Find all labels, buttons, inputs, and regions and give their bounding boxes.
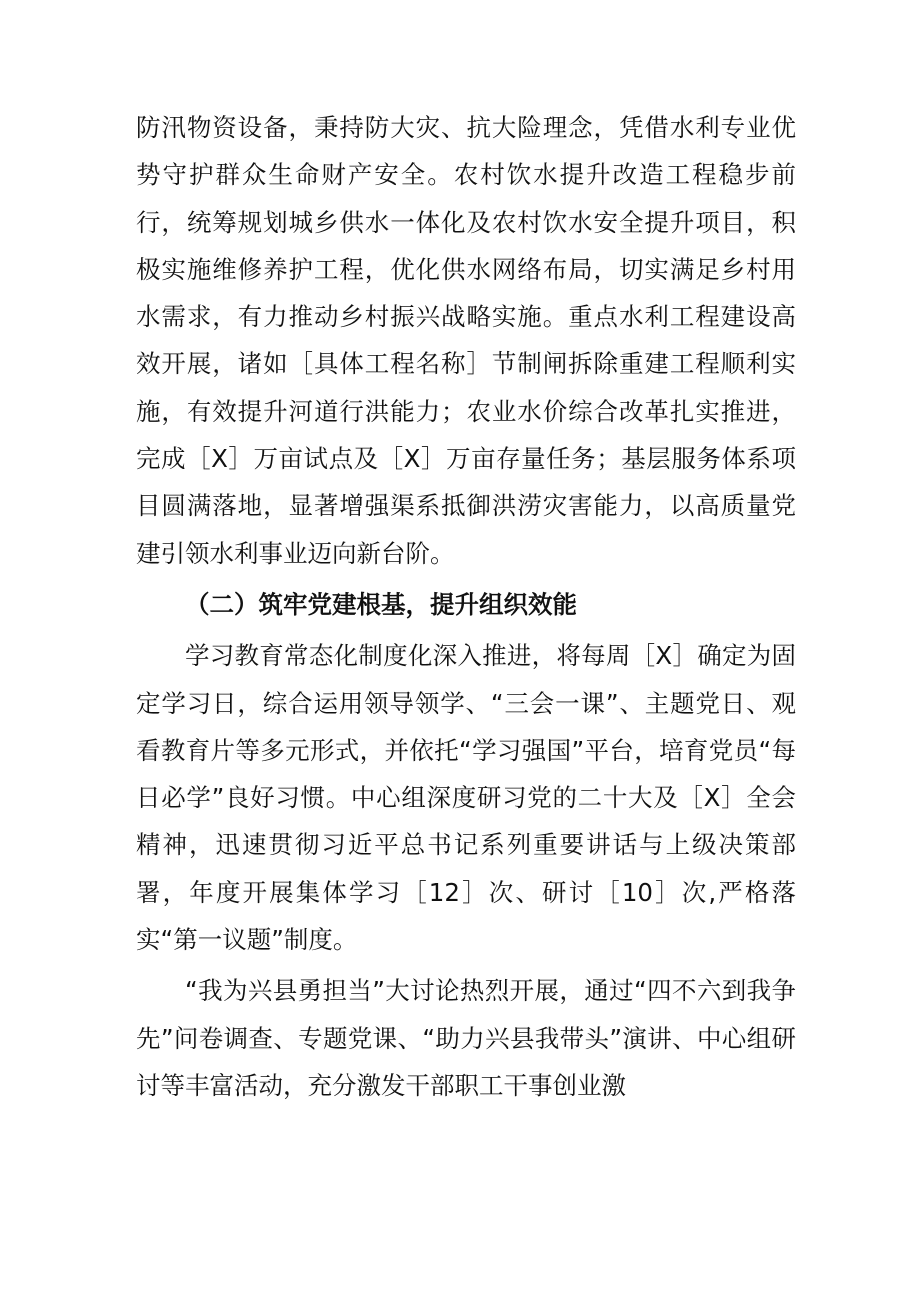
document-body bbox=[136, 104, 796, 1109]
paragraph-study-education: 学习教育常态化制度化深入推进，将每周［X］确定为固定学习日，综合运用领导领学、“三会一课”、主题党日、观看教育片等多元形式，并依托“学习强国”平台，培育党员“每日必学”良好习惯。中心组深度研习党的二十大及［X］全会精神，迅速贯彻习近平总书记系列重要讲话与上级决策部署，年度开展集体学习［12］次、研讨［10］次,严格落实“第一议题”制度。 bbox=[136, 641, 796, 955]
paragraph-flood-and-water-projects: 防汛物资设备，秉持防大灾、抗大险理念，凭借水利专业优势守护群众生命财产安全。农村饮水提升改造工程稳步前行，统筹规划城乡供水一体化及农村饮水安全提升项目，积极实施维修养护工程，优化供水网络布局，切实满足乡村用水需求，有力推动乡村振兴战略实施。重点水利工程建设高效开展，诸如［具体工程名称］节制闸拆除重建工程顺利实施，有效提升河道行洪能力；农业水价综合改革扎实推进，完成［X］万亩试点及［X］万亩存量任务；基层服务体系项目圆满落地，显著增强渠系抵御洪涝灾害能力，以高质量党建引领水利事业迈向新台阶。 bbox=[136, 113, 796, 568]
section-heading-party-building: （二）筑牢党建根基，提升组织效能 bbox=[185, 589, 577, 619]
paragraph-discussion-activity: “我为兴县勇担当”大讨论热烈开展，通过“四不六到我争先”问卷调查、专题党课、“助力兴县我带头”演讲、中心组研讨等丰富活动，充分激发干部职工干事创业激 bbox=[136, 976, 796, 1100]
